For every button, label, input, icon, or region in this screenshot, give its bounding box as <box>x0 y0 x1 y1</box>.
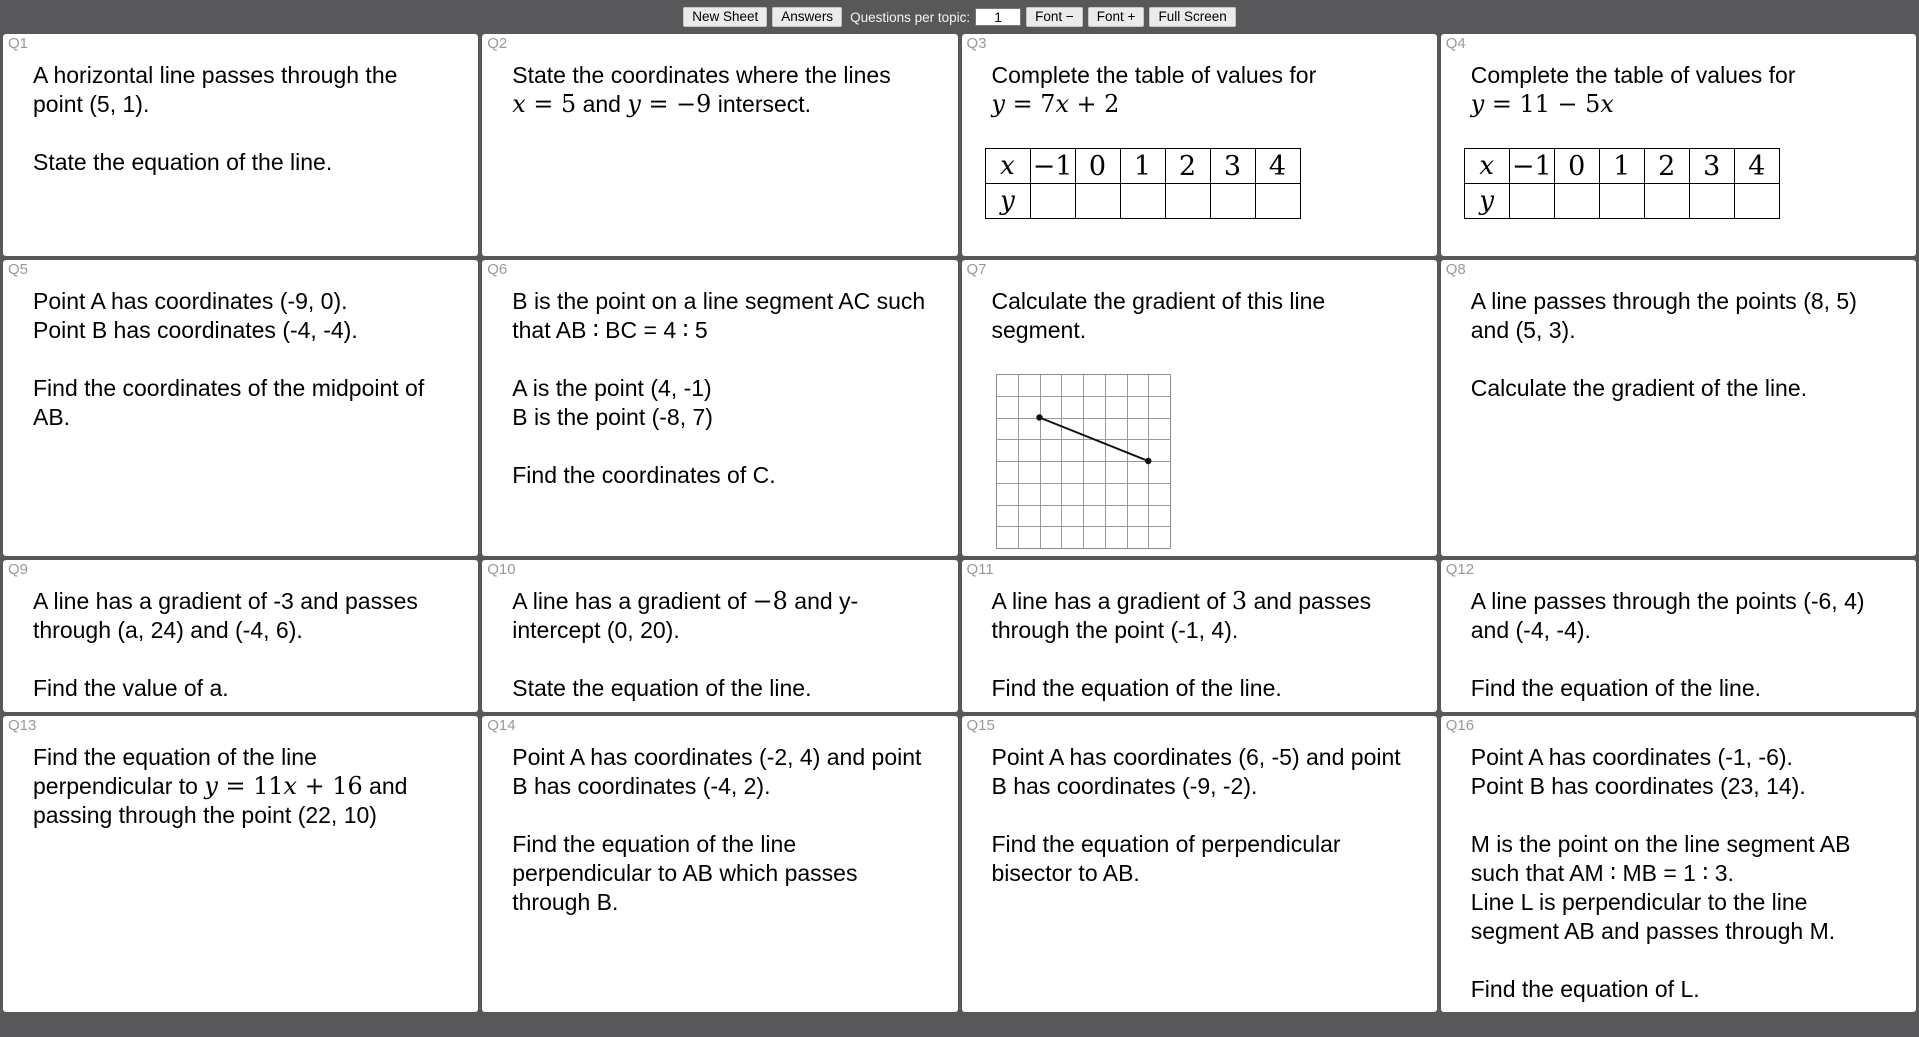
plain-text: Find the equation of the line <box>33 744 317 770</box>
question-line <box>33 316 466 345</box>
question-line <box>992 743 1425 772</box>
question-card[interactable] <box>962 34 1437 256</box>
question-content <box>482 54 957 119</box>
table-cell: 1 <box>1599 149 1644 184</box>
new-sheet-button[interactable]: New Sheet <box>683 7 767 27</box>
plain-text: perpendicular to AB which passes <box>512 860 858 886</box>
question-paragraph <box>512 287 945 345</box>
question-line <box>992 90 1425 119</box>
question-line <box>512 61 945 90</box>
question-content <box>1441 580 1916 703</box>
table-cell: 1 <box>1120 149 1165 184</box>
table-cell: 2 <box>1644 149 1689 184</box>
plain-text: Find the coordinates of C. <box>512 462 776 488</box>
question-content <box>482 736 957 917</box>
plain-text: B is the point on a line segment AC such <box>512 288 926 314</box>
table-cell: x <box>1464 149 1509 184</box>
plain-text: Calculate the gradient of this line <box>991 288 1326 314</box>
question-content <box>962 54 1437 219</box>
question-paragraph <box>512 830 945 917</box>
table-cell: −1 <box>1509 149 1554 184</box>
question-content <box>962 280 1437 549</box>
question-line <box>1471 316 1904 345</box>
question-paragraph <box>33 587 466 645</box>
plain-text: and y- <box>787 588 859 614</box>
math-text: = 5 <box>525 90 577 118</box>
question-paragraph <box>33 374 466 432</box>
question-line <box>1471 616 1904 645</box>
question-line <box>992 587 1425 616</box>
math-text: + 16 <box>297 772 363 800</box>
math-text: y <box>991 90 1006 118</box>
math-text: x <box>283 772 297 800</box>
question-line <box>33 674 466 703</box>
question-line <box>1471 975 1904 1004</box>
question-card[interactable] <box>1441 716 1916 1012</box>
table-cell: 4 <box>1734 149 1779 184</box>
question-number: Q4 <box>1445 35 1466 52</box>
question-content <box>3 736 478 830</box>
table-cell <box>1165 184 1210 219</box>
question-number: Q9 <box>8 561 29 578</box>
plain-text: B has coordinates (-9, -2). <box>991 773 1258 799</box>
question-line <box>992 859 1425 888</box>
table-cell: −1 <box>1030 149 1075 184</box>
question-line <box>992 772 1425 801</box>
question-number: Q14 <box>487 717 516 734</box>
plain-text: bisector to AB. <box>991 860 1140 886</box>
plain-text: point (5, 1). <box>33 91 150 117</box>
plain-text: that AB ∶ BC = 4 ∶ 5 <box>512 317 708 343</box>
table-cell <box>1210 184 1255 219</box>
question-paragraph <box>33 61 466 119</box>
question-content <box>1441 54 1916 219</box>
question-paragraph <box>992 287 1425 345</box>
plain-text: Point B has coordinates (23, 14). <box>1470 773 1806 799</box>
question-line <box>992 616 1425 645</box>
question-number: Q13 <box>8 717 37 734</box>
question-paragraph <box>1471 830 1904 946</box>
question-card[interactable] <box>1441 260 1916 556</box>
question-line <box>33 403 466 432</box>
table-cell <box>1554 184 1599 219</box>
question-paragraph <box>992 674 1425 703</box>
questions-per-topic-input[interactable] <box>975 8 1021 26</box>
math-text: = −9 <box>640 90 712 118</box>
plain-text: through B. <box>512 889 619 915</box>
question-number: Q3 <box>966 35 987 52</box>
question-line <box>1471 90 1904 119</box>
plain-text: AB. <box>33 404 71 430</box>
question-line <box>512 888 945 917</box>
table-cell: y <box>985 184 1030 219</box>
question-content <box>962 736 1437 888</box>
question-content <box>1441 736 1916 1004</box>
plain-text: intercept (0, 20). <box>512 617 680 643</box>
question-paragraph <box>992 61 1425 119</box>
math-text: y <box>627 90 641 118</box>
question-line <box>512 587 945 616</box>
question-card[interactable] <box>962 716 1437 1012</box>
question-line <box>33 801 466 830</box>
question-paragraph <box>1471 374 1904 403</box>
plain-text: passing through the point (22, 10) <box>33 802 377 828</box>
question-line <box>992 674 1425 703</box>
question-card[interactable] <box>3 260 478 556</box>
question-line <box>512 90 945 119</box>
question-card[interactable] <box>482 34 957 256</box>
table-cell <box>1075 184 1120 219</box>
plain-text: segment AB and passes through M. <box>1470 918 1836 944</box>
table-cell <box>1734 184 1779 219</box>
table-cell <box>1030 184 1075 219</box>
table-row <box>985 184 1300 219</box>
question-content <box>1441 280 1916 403</box>
question-line <box>512 772 945 801</box>
font-increase-button[interactable]: Font + <box>1088 7 1145 27</box>
plain-text: Find the equation of the line. <box>1470 675 1762 701</box>
math-text: 3 <box>1231 587 1248 615</box>
table-cell <box>1509 184 1554 219</box>
plain-text: Point A has coordinates (-1, -6). <box>1470 744 1793 770</box>
table-cell: 2 <box>1165 149 1210 184</box>
plain-text: A line has a gradient of <box>991 588 1232 614</box>
question-line <box>512 859 945 888</box>
math-text: = 11 <box>217 772 284 800</box>
question-line <box>1471 859 1904 888</box>
question-line <box>1471 674 1904 703</box>
question-paragraph <box>512 674 945 703</box>
question-paragraph <box>1471 674 1904 703</box>
math-text: + 2 <box>1068 90 1120 118</box>
plain-text: Find the equation of the line <box>512 831 797 857</box>
question-paragraph <box>512 743 945 801</box>
question-line <box>1471 917 1904 946</box>
questions-per-topic-label: Questions per topic: <box>850 9 971 25</box>
question-line <box>33 61 466 90</box>
question-line <box>512 403 945 432</box>
question-content <box>482 280 957 490</box>
question-card[interactable] <box>3 716 478 1012</box>
plain-text: State the coordinates where the lines <box>512 62 891 88</box>
table-cell: 0 <box>1554 149 1599 184</box>
segment-endpoint <box>1145 458 1151 464</box>
plain-text: B has coordinates (-4, 2). <box>512 773 771 799</box>
question-paragraph <box>33 287 466 345</box>
plain-text: Find the equation of L. <box>1470 976 1700 1002</box>
question-paragraph <box>33 743 466 830</box>
question-line <box>512 316 945 345</box>
question-content <box>962 580 1437 703</box>
values-table <box>985 148 1301 219</box>
question-paragraph <box>33 674 466 703</box>
question-paragraph <box>1471 287 1904 345</box>
math-text: = 11 − 5 <box>1484 90 1601 118</box>
question-paragraph <box>512 374 945 432</box>
plain-text: and <box>362 773 408 799</box>
question-line <box>1471 61 1904 90</box>
question-line <box>33 90 466 119</box>
plain-text: Calculate the gradient of the line. <box>1470 375 1808 401</box>
plain-text: Complete the table of values for <box>1470 62 1796 88</box>
table-cell <box>1255 184 1300 219</box>
plain-text: State the equation of the line. <box>512 675 812 701</box>
plain-text: segment. <box>991 317 1087 343</box>
table-cell: 4 <box>1255 149 1300 184</box>
font-decrease-button[interactable]: Font − <box>1026 7 1083 27</box>
question-line <box>1471 743 1904 772</box>
question-number: Q15 <box>966 717 995 734</box>
question-line <box>1471 888 1904 917</box>
plain-text: A is the point (4, -1) <box>512 375 712 401</box>
question-line <box>1471 587 1904 616</box>
question-line <box>992 830 1425 859</box>
math-text: −8 <box>752 587 788 615</box>
question-card[interactable] <box>962 260 1437 556</box>
plain-text: through (a, 24) and (-4, 6). <box>33 617 303 643</box>
question-card[interactable] <box>482 560 957 712</box>
question-line <box>1471 830 1904 859</box>
table-cell: 0 <box>1075 149 1120 184</box>
question-line <box>512 287 945 316</box>
question-number: Q5 <box>8 261 29 278</box>
question-paragraph <box>1471 743 1904 801</box>
question-card[interactable] <box>1441 34 1916 256</box>
question-number: Q6 <box>487 261 508 278</box>
plain-text: A line passes through the points (-6, 4) <box>1470 588 1865 614</box>
table-cell <box>1120 184 1165 219</box>
questions-grid <box>0 34 1919 1012</box>
question-line <box>992 287 1425 316</box>
plain-text: B is the point (-8, 7) <box>512 404 713 430</box>
plain-text: through the point (-1, 4). <box>991 617 1239 643</box>
plain-text: Point A has coordinates (-2, 4) and point <box>512 744 922 770</box>
plain-text: A horizontal line passes through the <box>33 62 398 88</box>
plain-text: A line has a gradient of <box>512 588 753 614</box>
question-line <box>33 374 466 403</box>
question-content <box>3 580 478 703</box>
question-number: Q11 <box>966 561 994 578</box>
plain-text: perpendicular to <box>33 773 205 799</box>
answers-button[interactable]: Answers <box>772 7 842 27</box>
plain-text: intersect. <box>711 91 812 117</box>
plain-text: State the equation of the line. <box>33 149 333 175</box>
question-number: Q10 <box>487 561 516 578</box>
plain-text: Point B has coordinates (-4, -4). <box>33 317 358 343</box>
question-number: Q1 <box>8 35 29 52</box>
question-number: Q2 <box>487 35 508 52</box>
math-text: x <box>1600 90 1614 118</box>
plain-text: A line passes through the points (8, 5) <box>1470 288 1857 314</box>
question-content <box>3 54 478 177</box>
question-content <box>482 580 957 703</box>
question-number: Q16 <box>1445 717 1475 734</box>
plain-text: Line L is perpendicular to the line <box>1470 889 1808 915</box>
question-line <box>33 287 466 316</box>
question-paragraph <box>512 587 945 645</box>
question-paragraph <box>1471 975 1904 1004</box>
table-cell: y <box>1464 184 1509 219</box>
question-paragraph <box>33 148 466 177</box>
math-text: x <box>512 90 526 118</box>
table-cell: x <box>985 149 1030 184</box>
plain-text: Find the equation of perpendicular <box>991 831 1341 857</box>
math-text: y <box>1470 90 1485 118</box>
question-line <box>512 461 945 490</box>
question-paragraph <box>1471 587 1904 645</box>
math-text: y <box>204 772 218 800</box>
table-row <box>1464 184 1779 219</box>
table-cell: 3 <box>1689 149 1734 184</box>
question-card[interactable] <box>3 560 478 712</box>
question-line <box>992 61 1425 90</box>
question-card[interactable] <box>482 260 957 556</box>
question-line <box>33 772 466 801</box>
question-paragraph <box>992 743 1425 801</box>
gradient-grid-figure <box>996 374 1171 549</box>
plain-text: Find the value of a. <box>33 675 229 701</box>
plain-text: Point A has coordinates (-9, 0). <box>33 288 348 314</box>
question-line <box>512 616 945 645</box>
question-line <box>1471 772 1904 801</box>
question-line <box>512 743 945 772</box>
question-card[interactable] <box>482 716 957 1012</box>
table-cell <box>1689 184 1734 219</box>
question-line <box>512 374 945 403</box>
question-paragraph <box>512 61 945 119</box>
question-line <box>1471 287 1904 316</box>
question-line <box>33 743 466 772</box>
plain-text: Point A has coordinates (6, -5) and point <box>991 744 1401 770</box>
plain-text: and (5, 3). <box>1470 317 1576 343</box>
table-cell <box>1644 184 1689 219</box>
question-number: Q8 <box>1445 261 1466 278</box>
plain-text: Find the coordinates of the midpoint of <box>33 375 425 401</box>
plain-text: Complete the table of values for <box>991 62 1317 88</box>
question-line <box>512 830 945 859</box>
table-row <box>1464 149 1779 184</box>
question-content <box>3 280 478 432</box>
values-table <box>1464 148 1780 219</box>
question-card[interactable] <box>1441 560 1916 712</box>
question-line <box>33 616 466 645</box>
question-number: Q7 <box>966 261 987 278</box>
question-paragraph <box>992 830 1425 888</box>
full-screen-button[interactable]: Full Screen <box>1149 7 1235 27</box>
question-line <box>512 674 945 703</box>
table-row <box>985 149 1300 184</box>
segment-endpoint <box>1036 414 1042 420</box>
question-paragraph <box>992 587 1425 645</box>
table-cell: 3 <box>1210 149 1255 184</box>
question-paragraph <box>512 461 945 490</box>
plain-text: Find the equation of the line. <box>991 675 1282 701</box>
question-number: Q12 <box>1445 561 1475 578</box>
question-card[interactable] <box>962 560 1437 712</box>
question-card[interactable] <box>3 34 478 256</box>
plain-text: M is the point on the line segment AB <box>1470 831 1851 857</box>
plain-text: such that AM ∶ MB = 1 ∶ 3. <box>1470 860 1734 886</box>
plain-text: A line has a gradient of -3 and passes <box>33 588 418 614</box>
math-text: x <box>1055 90 1069 118</box>
plain-text: and (-4, -4). <box>1470 617 1591 643</box>
question-line <box>1471 374 1904 403</box>
math-text: = 7 <box>1005 90 1056 118</box>
question-line <box>992 316 1425 345</box>
toolbar <box>0 0 1919 34</box>
plain-text: and <box>576 91 628 117</box>
question-line <box>33 587 466 616</box>
question-line <box>33 148 466 177</box>
plain-text: and passes <box>1247 588 1372 614</box>
table-cell <box>1599 184 1644 219</box>
question-paragraph <box>1471 61 1904 119</box>
